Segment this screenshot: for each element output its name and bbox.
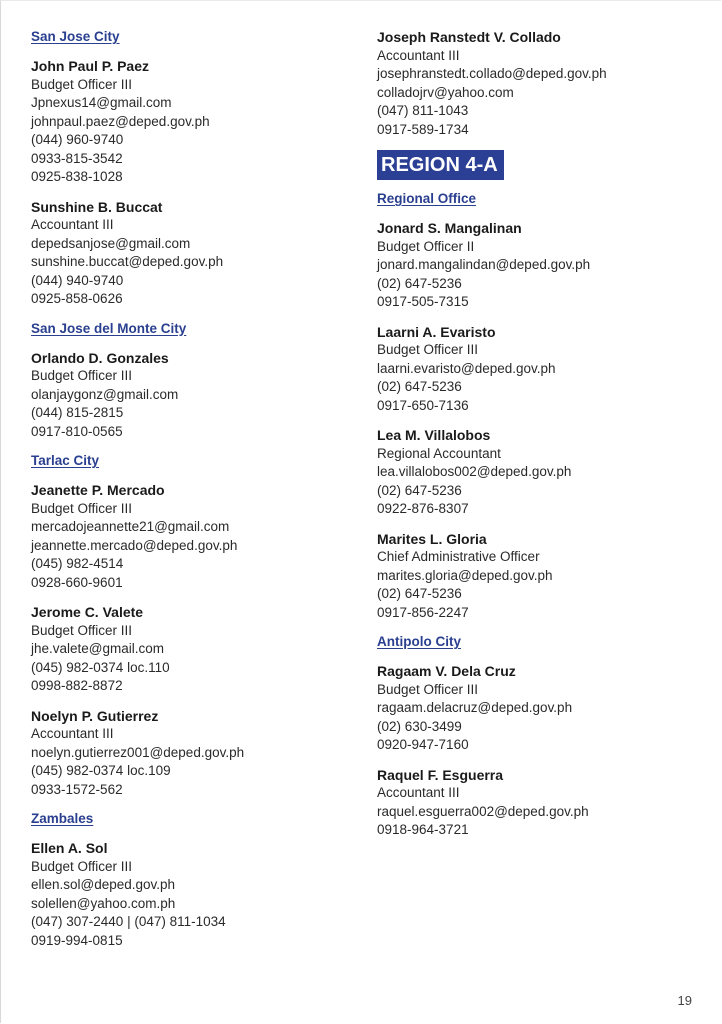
contact-name: Jerome C. Valete [31, 604, 144, 620]
contact-name: Joseph Ranstedt V. Collado [377, 29, 561, 45]
contact-detail: 0998-882-8872 [31, 678, 123, 693]
contact-detail: laarni.evaristo@deped.gov.ph [377, 360, 556, 376]
contact-detail: (044) 940-9740 [31, 272, 124, 288]
section-heading: Antipolo City [377, 634, 461, 649]
contact-name: Sunshine B. Buccat [31, 198, 163, 215]
contact-detail: 0925-858-0626 [31, 291, 123, 306]
contact-detail: (02) 647-5236 [377, 482, 462, 498]
contact-detail: Jpnexus14@gmail.com [31, 95, 172, 110]
contact-position: Accountant III [31, 217, 114, 232]
contact-detail: depedsanjose@gmail.com [31, 235, 191, 251]
contact-detail: 0918-964-3721 [377, 822, 469, 837]
section-heading: Regional Office [377, 191, 477, 206]
contact-name: Ragaam V. Dela Cruz [377, 663, 516, 679]
page-number: 19 [677, 993, 692, 1008]
contact-detail: 0917-589-1734 [377, 121, 469, 137]
contact-position: Budget Officer III [31, 500, 133, 516]
contact-detail: (02) 647-5236 [377, 586, 462, 601]
contact-detail: 0925-838-1028 [31, 169, 123, 184]
contact-detail: josephranstedt.collado@deped.gov.ph [377, 66, 607, 81]
contact-position: Budget Officer II [377, 238, 475, 254]
contact-name: John Paul P. Paez [31, 58, 150, 74]
contact-detail: (02) 647-5236 [377, 379, 462, 394]
contact-detail: 0917-650-7136 [377, 397, 469, 413]
contact-position: Budget Officer III [31, 76, 133, 92]
contact-detail: sunshine.buccat@deped.gov.ph [31, 254, 224, 269]
contact-entry [377, 766, 697, 840]
contact-detail: 0917-856-2247 [377, 604, 469, 620]
contact-name: Ellen A. Sol [31, 840, 108, 856]
contact-detail: (047) 811-1043 [377, 103, 469, 118]
contact-position: Regional Accountant [377, 445, 501, 461]
contact-position: Accountant III [377, 47, 460, 63]
contact-detail: 0920-947-7160 [377, 737, 469, 752]
contact-detail: (044) 815-2815 [31, 405, 124, 420]
contact-entry [377, 323, 697, 416]
contact-detail: (02) 647-5236 [377, 275, 462, 291]
contact-entry [377, 530, 697, 623]
contact-detail: ellen.sol@deped.gov.ph [31, 877, 176, 892]
contact-position: Budget Officer III [377, 342, 479, 357]
contact-detail: 0917-810-0565 [31, 423, 123, 439]
contact-name: Laarni A. Evaristo [377, 323, 496, 340]
section-heading: San Jose City [31, 29, 120, 44]
contact-name: Jonard S. Mangalinan [377, 220, 522, 236]
contact-detail: 0917-505-7315 [377, 294, 469, 309]
contact-detail: (045) 982-0374 loc.109 [31, 763, 171, 778]
contact-entry [31, 839, 341, 950]
contact-entry [377, 426, 697, 519]
contact-detail: marites.gloria@deped.gov.ph [377, 567, 553, 583]
contact-entry [31, 349, 341, 442]
contact-detail: colladojrv@yahoo.com [377, 84, 514, 100]
contact-name: Raquel F. Esguerra [377, 766, 504, 783]
contact-detail: lea.villalobos002@deped.gov.ph [377, 464, 572, 479]
contact-detail: jhe.valete@gmail.com [31, 641, 165, 656]
contact-entry [31, 481, 341, 592]
contact-position: Accountant III [31, 726, 114, 741]
contact-detail: olanjaygonz@gmail.com [31, 386, 179, 402]
contact-detail: 0933-1572-562 [31, 781, 123, 797]
contact-detail: solellen@yahoo.com.ph [31, 895, 176, 911]
contact-position: Budget Officer III [31, 368, 133, 383]
right-sections [377, 190, 697, 840]
contact-position: Chief Administrative Officer [377, 549, 540, 564]
contact-detail: (045) 982-0374 loc.110 [31, 659, 170, 675]
contact-detail: 0928-660-9601 [31, 574, 123, 590]
contact-detail: (02) 630-3499 [377, 718, 462, 734]
contact-detail: jonard.mangalindan@deped.gov.ph [377, 257, 591, 272]
contact-detail: ragaam.delacruz@deped.gov.ph [377, 700, 573, 715]
contact-detail: 0919-994-0815 [31, 932, 123, 948]
contact-detail: noelyn.gutierrez001@deped.gov.ph [31, 744, 245, 760]
contact-name: Noelyn P. Gutierrez [31, 707, 159, 724]
right-column [377, 28, 697, 851]
section-heading: Tarlac City [31, 453, 100, 468]
section-heading: San Jose del Monte City [31, 320, 187, 336]
contact-detail: raquel.esguerra002@deped.gov.ph [377, 803, 589, 819]
section-heading: Zambales [31, 811, 94, 826]
contact-detail: mercadojeannette21@gmail.com [31, 519, 230, 534]
contact-name: Lea M. Villalobos [377, 427, 491, 443]
contact-position: Accountant III [377, 785, 460, 800]
contact-entry [377, 662, 697, 755]
contact-detail: (045) 982-4514 [31, 556, 124, 571]
contact-name: Marites L. Gloria [377, 530, 487, 547]
contact-entry [31, 603, 341, 696]
left-column [31, 28, 341, 961]
contact-entry [377, 28, 697, 139]
contact-name: Jeanette P. Mercado [31, 482, 165, 498]
contact-name: Orlando D. Gonzales [31, 349, 169, 366]
contact-detail: johnpaul.paez@deped.gov.ph [31, 113, 210, 129]
contact-entry [31, 57, 341, 187]
contact-position: Budget Officer III [31, 858, 133, 874]
contact-detail: 0933-815-3542 [31, 150, 123, 166]
contact-entry [377, 219, 697, 312]
contact-detail: (044) 960-9740 [31, 132, 124, 147]
contact-detail: jeannette.mercado@deped.gov.ph [31, 537, 238, 553]
region-heading: REGION 4-A [377, 150, 504, 180]
contact-position: Budget Officer III [31, 622, 133, 638]
contact-detail: 0922-876-8307 [377, 501, 469, 516]
contact-detail: (047) 307-2440 | (047) 811-1034 [31, 914, 226, 929]
contact-entry [31, 707, 341, 800]
contact-position: Budget Officer III [377, 681, 479, 697]
contact-entry [31, 198, 341, 309]
